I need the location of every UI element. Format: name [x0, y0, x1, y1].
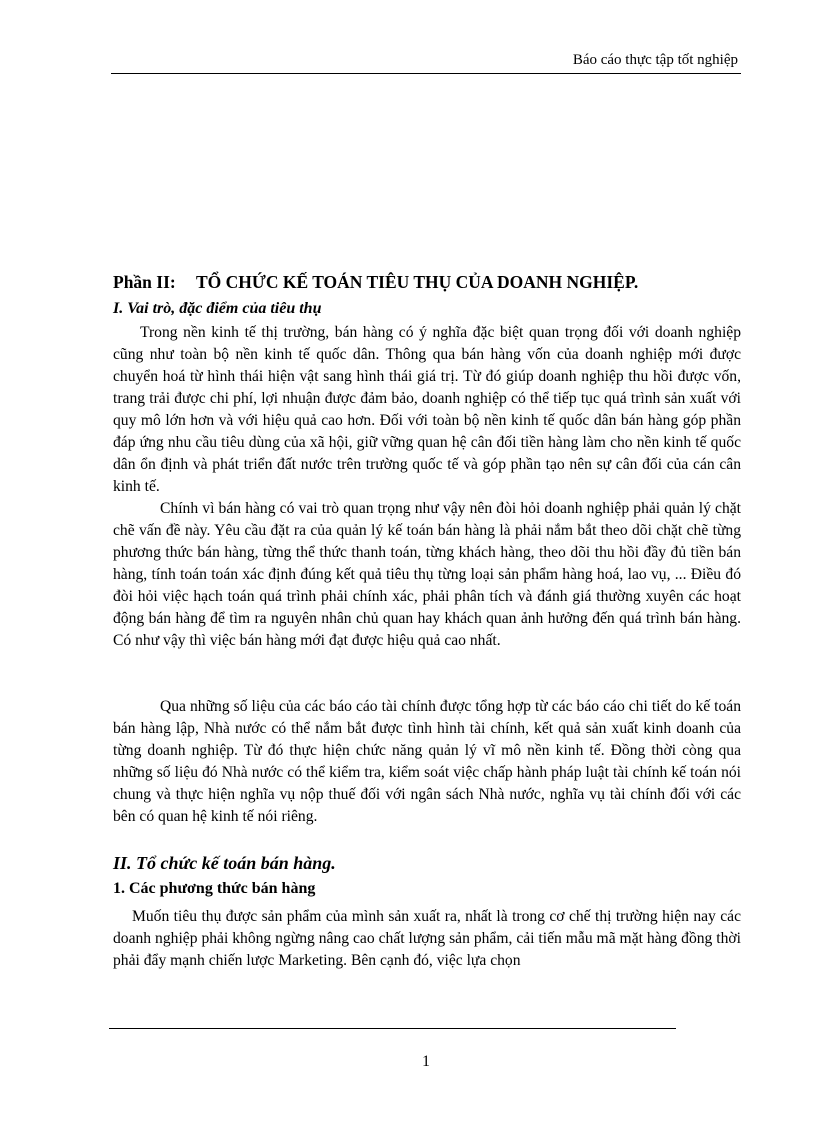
part-heading: TỔ CHỨC KẾ TOÁN TIÊU THỤ CỦA DOANH NGHIỆP. [196, 272, 639, 292]
paragraph-3: Qua những số liệu của các báo cáo tài chính được tổng hợp từ các báo cáo chi tiết do kế toán bán hàng lập, Nhà nước có thể nắm bắt được tình hình tài chính, kết quả sản xuất kinh doanh của từng doanh nghiệp. Từ đó thực hiện chức năng quản lý vĩ mô nền kinh tế. Đồng thời còng qua những số liệu đó Nhà nước có thể kiểm tra, kiểm soát việc chấp hành pháp luật tài chính kế toán nói chung và thực hiện nghĩa vụ nộp thuế đối với ngân sách Nhà nước, nghĩa vụ tài chính đối với các bên có quan hệ kinh tế nói riêng. [113, 698, 741, 825]
paragraph-4: Muốn tiêu thụ được sản phẩm của mình sản xuất ra, nhất là trong cơ chế thị trường hiện nay các doanh nghiệp phải không ngừng nâng cao chất lượng sản phẩm, cải tiến mẫu mã mặt hàng đồng thời phải đẩy mạnh chiến lược Marketing. Bên cạnh đó, việc lựa chọn [113, 908, 741, 969]
subsection-heading: 1. Các phương thức bán hàng [113, 880, 316, 897]
page-number: 1 [422, 1053, 430, 1070]
footer-divider [109, 1028, 676, 1029]
paragraph-1: Trong nền kinh tế thị trường, bán hàng có ý nghĩa đặc biệt quan trọng đối với doanh nghiệp cũng như toàn bộ nền kinh tế quốc dân. Thông qua bán hàng vốn của doanh nghiệp mới được chuyển hoá từ hình thái hiện vật sang hình thái giá trị. Từ đó giúp doanh nghiệp thu hồi được vốn, trang trải được chi phí, lợi nhuận được đảm bảo, doanh nghiệp có thể tiếp tục quá trình sản xuất với quy mô lớn hơn và với hiệu quả cao hơn. Đối với toàn bộ nền kinh tế quốc dân bán hàng góp phần đáp ứng nhu cầu tiêu dùng của xã hội, giữ vững quan hệ cân đối tiền hàng làm cho nền kinh tế quốc dân ổn định và phát triển đất nước trên trường quốc tế và góp phần tạo nên sự cân đối của cán cân kinh tế. [113, 324, 741, 495]
section-1-heading: I. Vai trò, đặc điểm của tiêu thụ [113, 300, 322, 317]
part-title [113, 272, 638, 293]
paragraph-2: Chính vì bán hàng có vai trò quan trọng như vậy nên đòi hỏi doanh nghiệp phải quản lý chặt chẽ vấn đề này. Yêu cầu đặt ra của quản lý kế toán bán hàng là phải nắm bắt theo dõi chặt chẽ từng phương thức bán hàng, từng thể thức thanh toán, từng khách hàng, theo dõi thu hồi đầy đủ tiền bán hàng, tính toán toán xác định đúng kết quả tiêu thụ từng loại sản phẩm hàng hoá, lao vụ, ... Điều đó đòi hỏi việc hạch toán quá trình phải chính xác, phải phân tích và đánh giá thường xuyên các hoạt động bán hàng để tìm ra nguyên nhân chủ quan hay khách quan ảnh hưởng đến quá trình bán hàng. Có như vậy thì việc bán hàng mới đạt được hiệu quả cao nhất. [113, 500, 741, 649]
section-2-heading: II. Tổ chức kế toán bán hàng. [113, 853, 336, 873]
part-label: Phần II: [113, 272, 176, 292]
header-divider [111, 73, 741, 74]
running-header: Báo cáo thực tập tốt nghiệp [572, 52, 738, 68]
